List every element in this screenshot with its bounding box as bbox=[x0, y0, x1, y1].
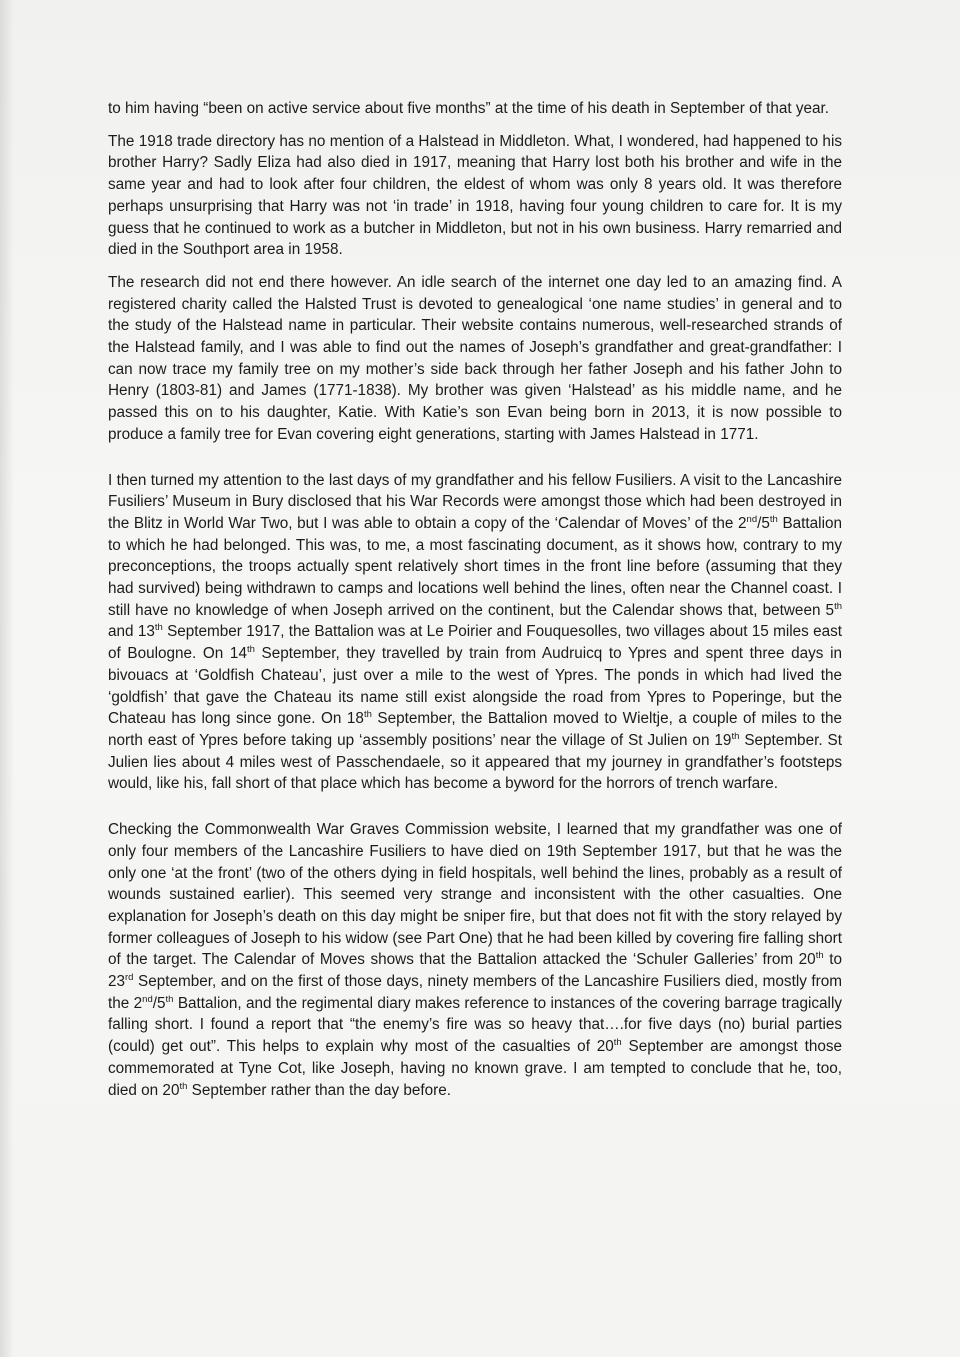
text-segment: I then turned my attention to the last days of my grandfather and his fellow Fusiliers. A visit to the Lancashire Fusiliers’ Museum in Bury disclosed that his War Records were amongst those which had been destroyed in the Blitz in World War Two, but I was able to obtain a copy of the ‘Calendar of Moves’ of the 2 bbox=[108, 471, 842, 532]
ordinal-superscript: th bbox=[731, 730, 740, 742]
paragraph-spacer bbox=[108, 446, 842, 470]
text-segment: September rather than the day before. bbox=[187, 1081, 452, 1099]
text-segment: Battalion to which he had belonged. This was, to me, a most fascinating document, as it shows how, contrary to my preconceptions, the troops actually spent relatively short times in the front line before (assuming that they had survived) being withdrawn to camps and locations well behind the lines, often near the Channel coast. I still have no knowledge of when Joseph arrived on the continent, but the Calendar shows that, between 5 bbox=[108, 514, 842, 619]
ordinal-superscript: th bbox=[179, 1080, 188, 1092]
paragraph-2: The 1918 trade directory has no mention of a Halstead in Middleton. What, I wondered, had happened to his brother Harry? Sadly Eliza had also died in 1917, meaning that Harry lost both his brother and wife in the same year and had to look after four children, the eldest of whom was only 8 years old. It was therefore perhaps unsurprising that Harry was not ‘in trade’ in 1918, having four young children to care for. It is my guess that he continued to work as a butcher in Middleton, but not in his own business. Harry remarried and died in the Southport area in 1958. bbox=[108, 132, 842, 259]
text-segment: /5 bbox=[152, 994, 166, 1012]
paragraph-4 bbox=[108, 470, 842, 796]
paragraph-3: The research did not end there however. An idle search of the internet one day led to an amazing find. A registered charity called the Halsted Trust is devoted to genealogical ‘one name studies’ in general and to the study of the Halstead name in particular. Their website contains numerous, well-researched strands of the Halstead family, and I was able to find out the names of Joseph’s grandfather and great-grandfather: I can now trace my family tree on my mother’s side back through her father Joseph and his father John to Henry (1803-81) and James (1771-1838). My brother was given ‘Halstead’ as his middle name, and he passed this on to his daughter, Katie. With Katie’s son Evan being born in 2013, it is now possible to produce a family tree for Evan covering eight generations, starting with James Halstead in 1771. bbox=[108, 273, 842, 443]
text-segment: /5 bbox=[757, 514, 770, 532]
paragraph-spacer bbox=[108, 795, 842, 819]
text-segment: to 23 bbox=[108, 951, 842, 991]
ordinal-superscript: th bbox=[246, 644, 255, 656]
ordinal-superscript: th bbox=[834, 600, 842, 612]
text-segment: September, and on the first of those days, ninety members of the Lancashire Fusiliers died, mostly from the 2 bbox=[108, 973, 842, 1012]
document-body bbox=[108, 98, 842, 1101]
text-segment: September, they travelled by train from Audruicq to Ypres and spent three days in bivouacs at ‘Goldfish Chateau’, just over a mile to the west of Ypres. The ponds in which had lived the ‘goldfish’ that gave the Chateau its name still exist alongside the road from Ypres to Poperinge, but the Chateau has long since gone. On 18 bbox=[108, 645, 842, 728]
paragraph-5 bbox=[108, 819, 842, 1101]
ordinal-superscript: th bbox=[363, 709, 372, 721]
ordinal-superscript: th bbox=[815, 950, 824, 962]
ordinal-superscript: th bbox=[165, 993, 174, 1005]
text-segment: September are amongst those commemorated at Tyne Cot, like Joseph, having no known grave. I am tempted to conclude that he, too, died on 20 bbox=[108, 1038, 842, 1099]
ordinal-superscript: rd bbox=[125, 971, 134, 983]
text-segment: Battalion, and the regimental diary makes reference to instances of the covering barrage tragically falling short. I found a report that “the enemy’s fire was so heavy that….for five days (no) burial parties (could) get out”. This helps to explain why most of the casualties of 20 bbox=[108, 994, 843, 1056]
ordinal-superscript: th bbox=[154, 622, 163, 634]
ordinal-superscript: nd bbox=[746, 513, 758, 525]
text-segment: September. St Julien lies about 4 miles west of Passchendaele, so it appeared that my journey in grandfather’s footsteps would, like his, fall short of that place which has become a byword for the horrors of trench warfare. bbox=[108, 731, 842, 793]
paragraph-spacer bbox=[108, 261, 842, 272]
text-segment: September 1917, the Battalion was at Le Poirier and Fouquesolles, two villages about 15 miles east of Boulogne. On 14 bbox=[108, 623, 843, 663]
paragraph-spacer bbox=[108, 120, 842, 131]
paragraph-1: to him having “been on active service about five months” at the time of his death in September of that year. bbox=[108, 100, 830, 117]
text-segment: and 13 bbox=[108, 623, 155, 641]
ordinal-superscript: nd bbox=[142, 993, 153, 1005]
page-edge-shadow bbox=[0, 0, 14, 1357]
text-segment: September, the Battalion moved to Wieltje, a couple of miles to the north east of Ypres before taking up ‘assembly positions’ near the village of St Julien on 19 bbox=[108, 710, 842, 749]
text-segment: Checking the Commonwealth War Graves Commission website, I learned that my grandfather was one of only four members of the Lancashire Fusiliers to have died on 19th September 1917, but that he was the only one ‘at the front’ (two of the others dying in field hospitals, well behind the lines, probably as a result of wounds sustained earlier). This seemed very strange and inconsistent with the other casualties. One explanation for Joseph’s death on this day might be sniper fire, but that does not fit with the story relayed by former colleagues of Joseph to his widow (see Part One) that he had been killed by covering fire falling short of the target. The Calendar of Moves shows that the Battalion attacked the ‘Schuler Galleries’ from 20 bbox=[108, 821, 842, 969]
ordinal-superscript: th bbox=[613, 1037, 622, 1049]
ordinal-superscript: th bbox=[769, 513, 778, 525]
